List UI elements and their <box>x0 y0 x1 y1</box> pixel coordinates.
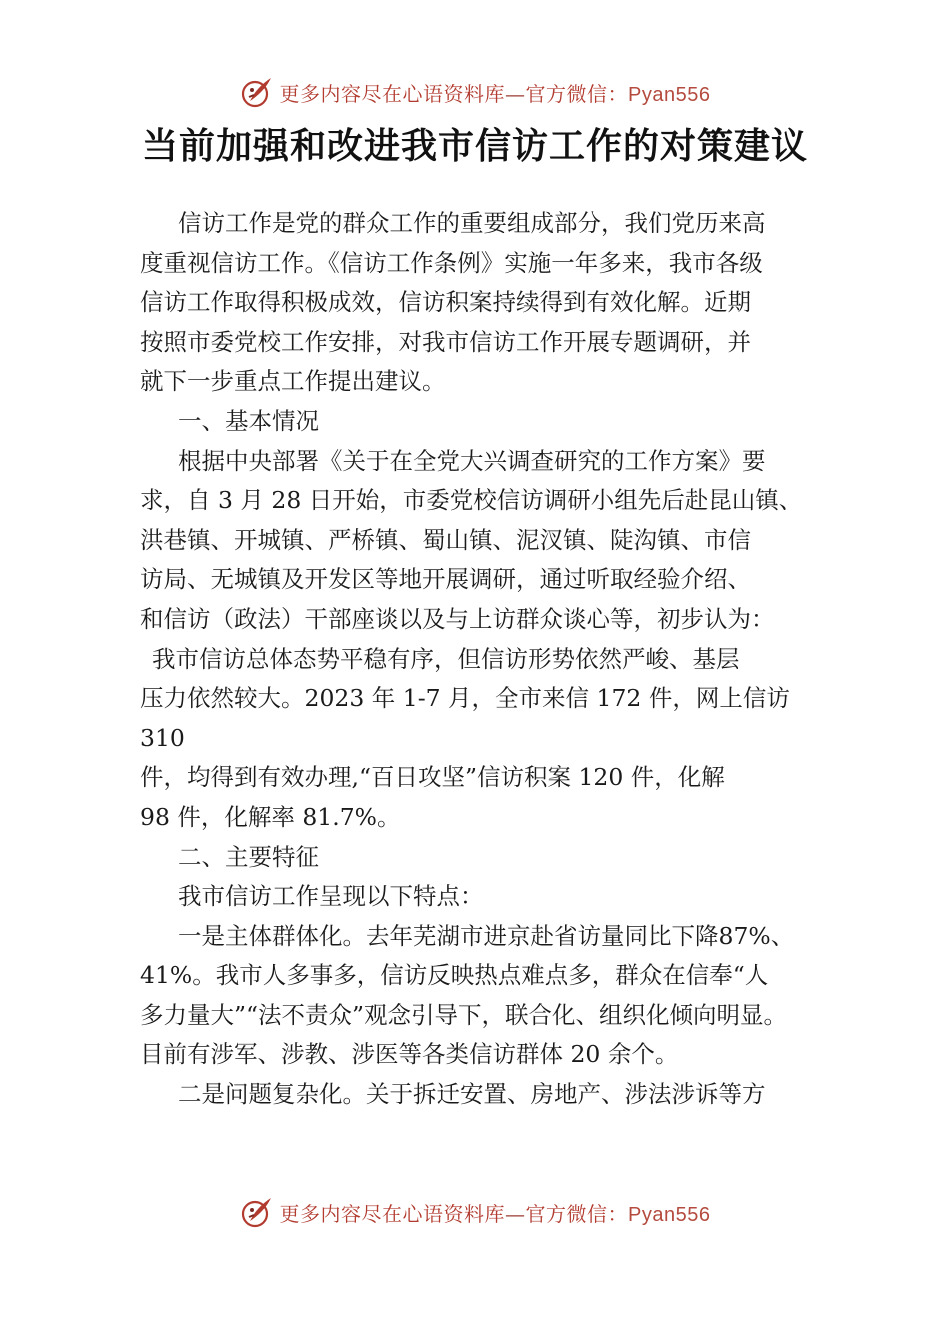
banner-text <box>280 1198 711 1227</box>
banner-handle: Pyan556 <box>628 1203 711 1226</box>
banner-text <box>280 78 711 107</box>
banner-label: 官方微信： <box>525 1201 629 1226</box>
body-line: 我市信访总体态势平稳有序，但信访形势依然严峻、基层 <box>152 644 740 673</box>
body-line: 洪巷镇、开城镇、严桥镇、蜀山镇、泥汊镇、陡沟镇、市信 <box>140 525 751 554</box>
body-line: 信访工作取得积极成效，信访积案持续得到有效化解。近期 <box>140 288 751 317</box>
quill-circle-logo <box>240 75 274 109</box>
header-banner <box>0 72 950 112</box>
banner-main-text: 更多内容尽在心语资料库 <box>279 1201 506 1226</box>
body-line: 根据中央部署《关于在全党大兴调查研究的工作方案》要 <box>178 446 766 475</box>
section-heading: 二、主要特征 <box>178 842 319 871</box>
body-line: 访局、无城镇及开发区等地开展调研，通过听取经验介绍、 <box>140 565 751 594</box>
banner-separator: — <box>505 1201 526 1226</box>
body-line: 我市信访工作呈现以下特点： <box>178 882 484 911</box>
body-line: 一是主体群体化。去年芜湖市进京赴省访量同比下降87%、 <box>178 921 795 950</box>
body-line: 求，自 3 月 28 日开始，市委党校信访调研小组先后赴昆山镇、 <box>140 486 803 515</box>
body-line: 度重视信访工作。《信访工作条例》实施一年多来，我市各级 <box>140 248 763 277</box>
body-line: 信访工作是党的群众工作的重要组成部分，我们党历来高 <box>178 209 766 237</box>
body-line: 目前有涉军、涉教、涉医等各类信访群体 20 余个。 <box>140 1040 679 1069</box>
document-body <box>140 204 820 1115</box>
body-line: 41%。我市人多事多，信访反映热点难点多，群众在信奉“人 <box>140 961 769 990</box>
banner-label: 官方微信： <box>525 81 629 106</box>
body-line: 二是问题复杂化。关于拆迁安置、房地产、涉法涉诉等方 <box>178 1080 766 1109</box>
body-line: 按照市委党校工作安排，对我市信访工作开展专题调研，并 <box>140 327 751 356</box>
body-line: 就下一步重点工作提出建议。 <box>140 367 446 396</box>
body-line: 多力量大”“法不责众”观念引导下，联合化、组织化倾向明显。 <box>140 1000 788 1029</box>
body-line: 98 件，化解率 81.7%。 <box>140 802 401 831</box>
body-line: 和信访（政法）干部座谈以及与上访群众谈心等，初步认为： <box>140 604 775 633</box>
quill-circle-logo <box>240 1195 274 1229</box>
body-line: 件，均得到有效办理,“百日攻坚”信访积案 120 件，化解 <box>140 763 725 792</box>
body-line: 压力依然较大。2023 年 1-7 月，全市来信 172 件，网上信访 <box>140 684 790 713</box>
banner-main-text: 更多内容尽在心语资料库 <box>279 81 506 106</box>
body-line: 310 <box>140 723 185 752</box>
banner-separator: — <box>505 81 526 106</box>
banner-handle: Pyan556 <box>628 83 711 106</box>
footer-banner <box>0 1192 950 1232</box>
section-heading: 一、基本情况 <box>178 406 319 435</box>
document-title: 当前加强和改进我市信访工作的对策建议 <box>141 126 808 167</box>
